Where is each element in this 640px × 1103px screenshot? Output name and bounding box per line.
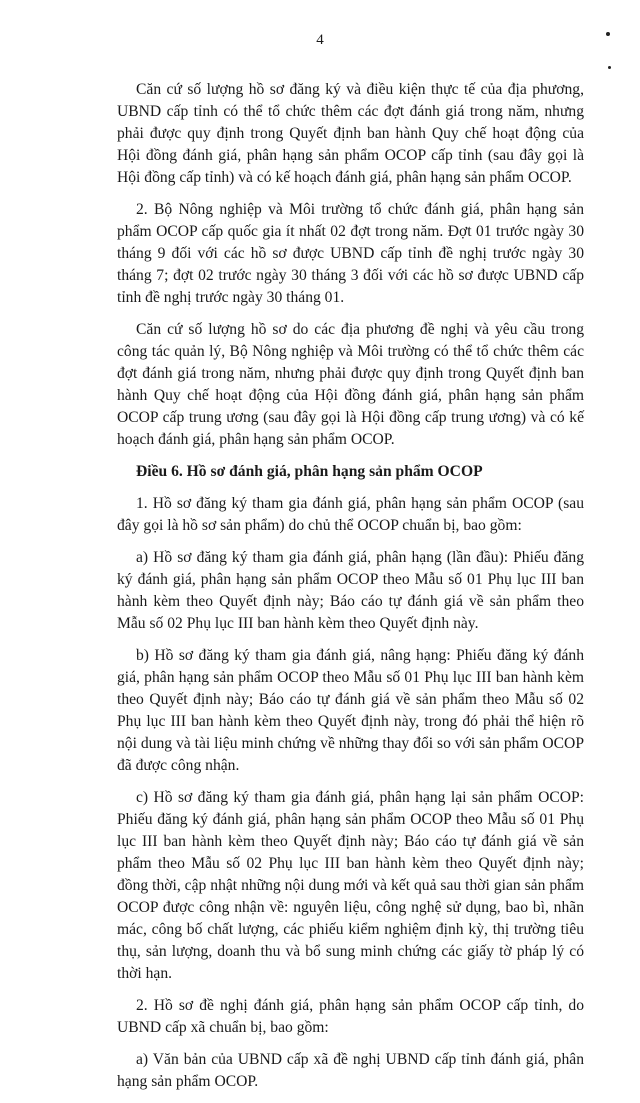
- article-heading: Điều 6. Hồ sơ đánh giá, phân hạng sản phẩm OCOP: [136, 463, 483, 480]
- paragraph: a) Hồ sơ đăng ký tham gia đánh giá, phân hạng (lần đầu): Phiếu đăng ký đánh giá, phân hạng sản phẩm OCOP theo Mẫu số 01 Phụ lục III ban hành kèm theo Quyết định này; Báo cáo tự đánh giá về sản phẩm theo Mẫu số 02 Phụ lục III ban hành kèm theo Quyết định này.: [117, 549, 584, 632]
- scan-speck: [608, 66, 611, 69]
- paragraph: c) Hồ sơ đăng ký tham gia đánh giá, phân hạng lại sản phẩm OCOP: Phiếu đăng ký đánh giá, phân hạng sản phẩm OCOP theo Mẫu số 01 Phụ lục III ban hành kèm theo Quyết định này; Báo cáo tự đánh giá về sản phẩm theo Mẫu số 02 Phụ lục III ban hành kèm theo Quyết định này; đồng thời, cập nhật những nội dung mới và kết quả sau thời gian sản phẩm OCOP được công nhận về: nguyên liệu, công nghệ sử dụng, bao bì, nhãn mác, công bố chất lượng, các phiếu kiểm nghiệm định kỳ, thị trường tiêu thụ, sản lượng, doanh thu và bổ sung minh chứng các giấy tờ pháp lý có thời hạn.: [117, 789, 584, 982]
- paragraph: 1. Hồ sơ đăng ký tham gia đánh giá, phân hạng sản phẩm OCOP (sau đây gọi là hồ sơ sản phẩm) do chủ thể OCOP chuẩn bị, bao gồm:: [117, 495, 584, 534]
- paragraph: Căn cứ số lượng hồ sơ đăng ký và điều kiện thực tế của địa phương, UBND cấp tỉnh có thể tổ chức thêm các đợt đánh giá trong năm, nhưng phải được quy định trong Quyết định ban hành Quy chế hoạt động của Hội đồng đánh giá, phân hạng sản phẩm OCOP cấp tỉnh (sau đây gọi là Hội đồng cấp tỉnh) và có kế hoạch đánh giá, phân hạng sản phẩm OCOP.: [117, 81, 584, 186]
- paragraph: 2. Bộ Nông nghiệp và Môi trường tổ chức đánh giá, phân hạng sản phẩm OCOP cấp quốc gia ít nhất 02 đợt trong năm. Đợt 01 trước ngày 30 tháng 9 đối với các hồ sơ được UBND cấp tỉnh đề nghị trước ngày 30 tháng 7; đợt 02 trước ngày 30 tháng 3 đối với các hồ sơ được UBND cấp tỉnh đề nghị trước ngày 30 tháng 01.: [117, 201, 584, 306]
- paragraph: Căn cứ số lượng hồ sơ do các địa phương đề nghị và yêu cầu trong công tác quản lý, Bộ Nông nghiệp và Môi trường có thể tổ chức thêm các đợt đánh giá trong năm, nhưng phải được quy định trong Quyết định ban hành Quy chế hoạt động của Hội đồng đánh giá, phân hạng sản phẩm OCOP cấp trung ương (sau đây gọi là Hội đồng cấp trung ương) và có kế hoạch đánh giá, phân hạng sản phẩm OCOP.: [117, 321, 584, 448]
- scan-speck: [606, 32, 610, 36]
- document-body: [117, 79, 584, 1103]
- paragraph: a) Văn bản của UBND cấp xã đề nghị UBND cấp tỉnh đánh giá, phân hạng sản phẩm OCOP.: [117, 1051, 584, 1090]
- page-number: 4: [316, 32, 324, 48]
- paragraph: b) Hồ sơ đăng ký tham gia đánh giá, nâng hạng: Phiếu đăng ký đánh giá, phân hạng sản phẩm OCOP theo Mẫu số 01 Phụ lục III ban hành kèm theo Quyết định này; Báo cáo tự đánh giá về sản phẩm theo Mẫu số 02 Phụ lục III ban hành kèm theo Quyết định này, trong đó phải thể hiện rõ nội dung và tài liệu minh chứng về những thay đổi so với sản phẩm OCOP đã được công nhận.: [117, 647, 584, 774]
- paragraph: 2. Hồ sơ đề nghị đánh giá, phân hạng sản phẩm OCOP cấp tỉnh, do UBND cấp xã chuẩn bị, bao gồm:: [117, 997, 584, 1036]
